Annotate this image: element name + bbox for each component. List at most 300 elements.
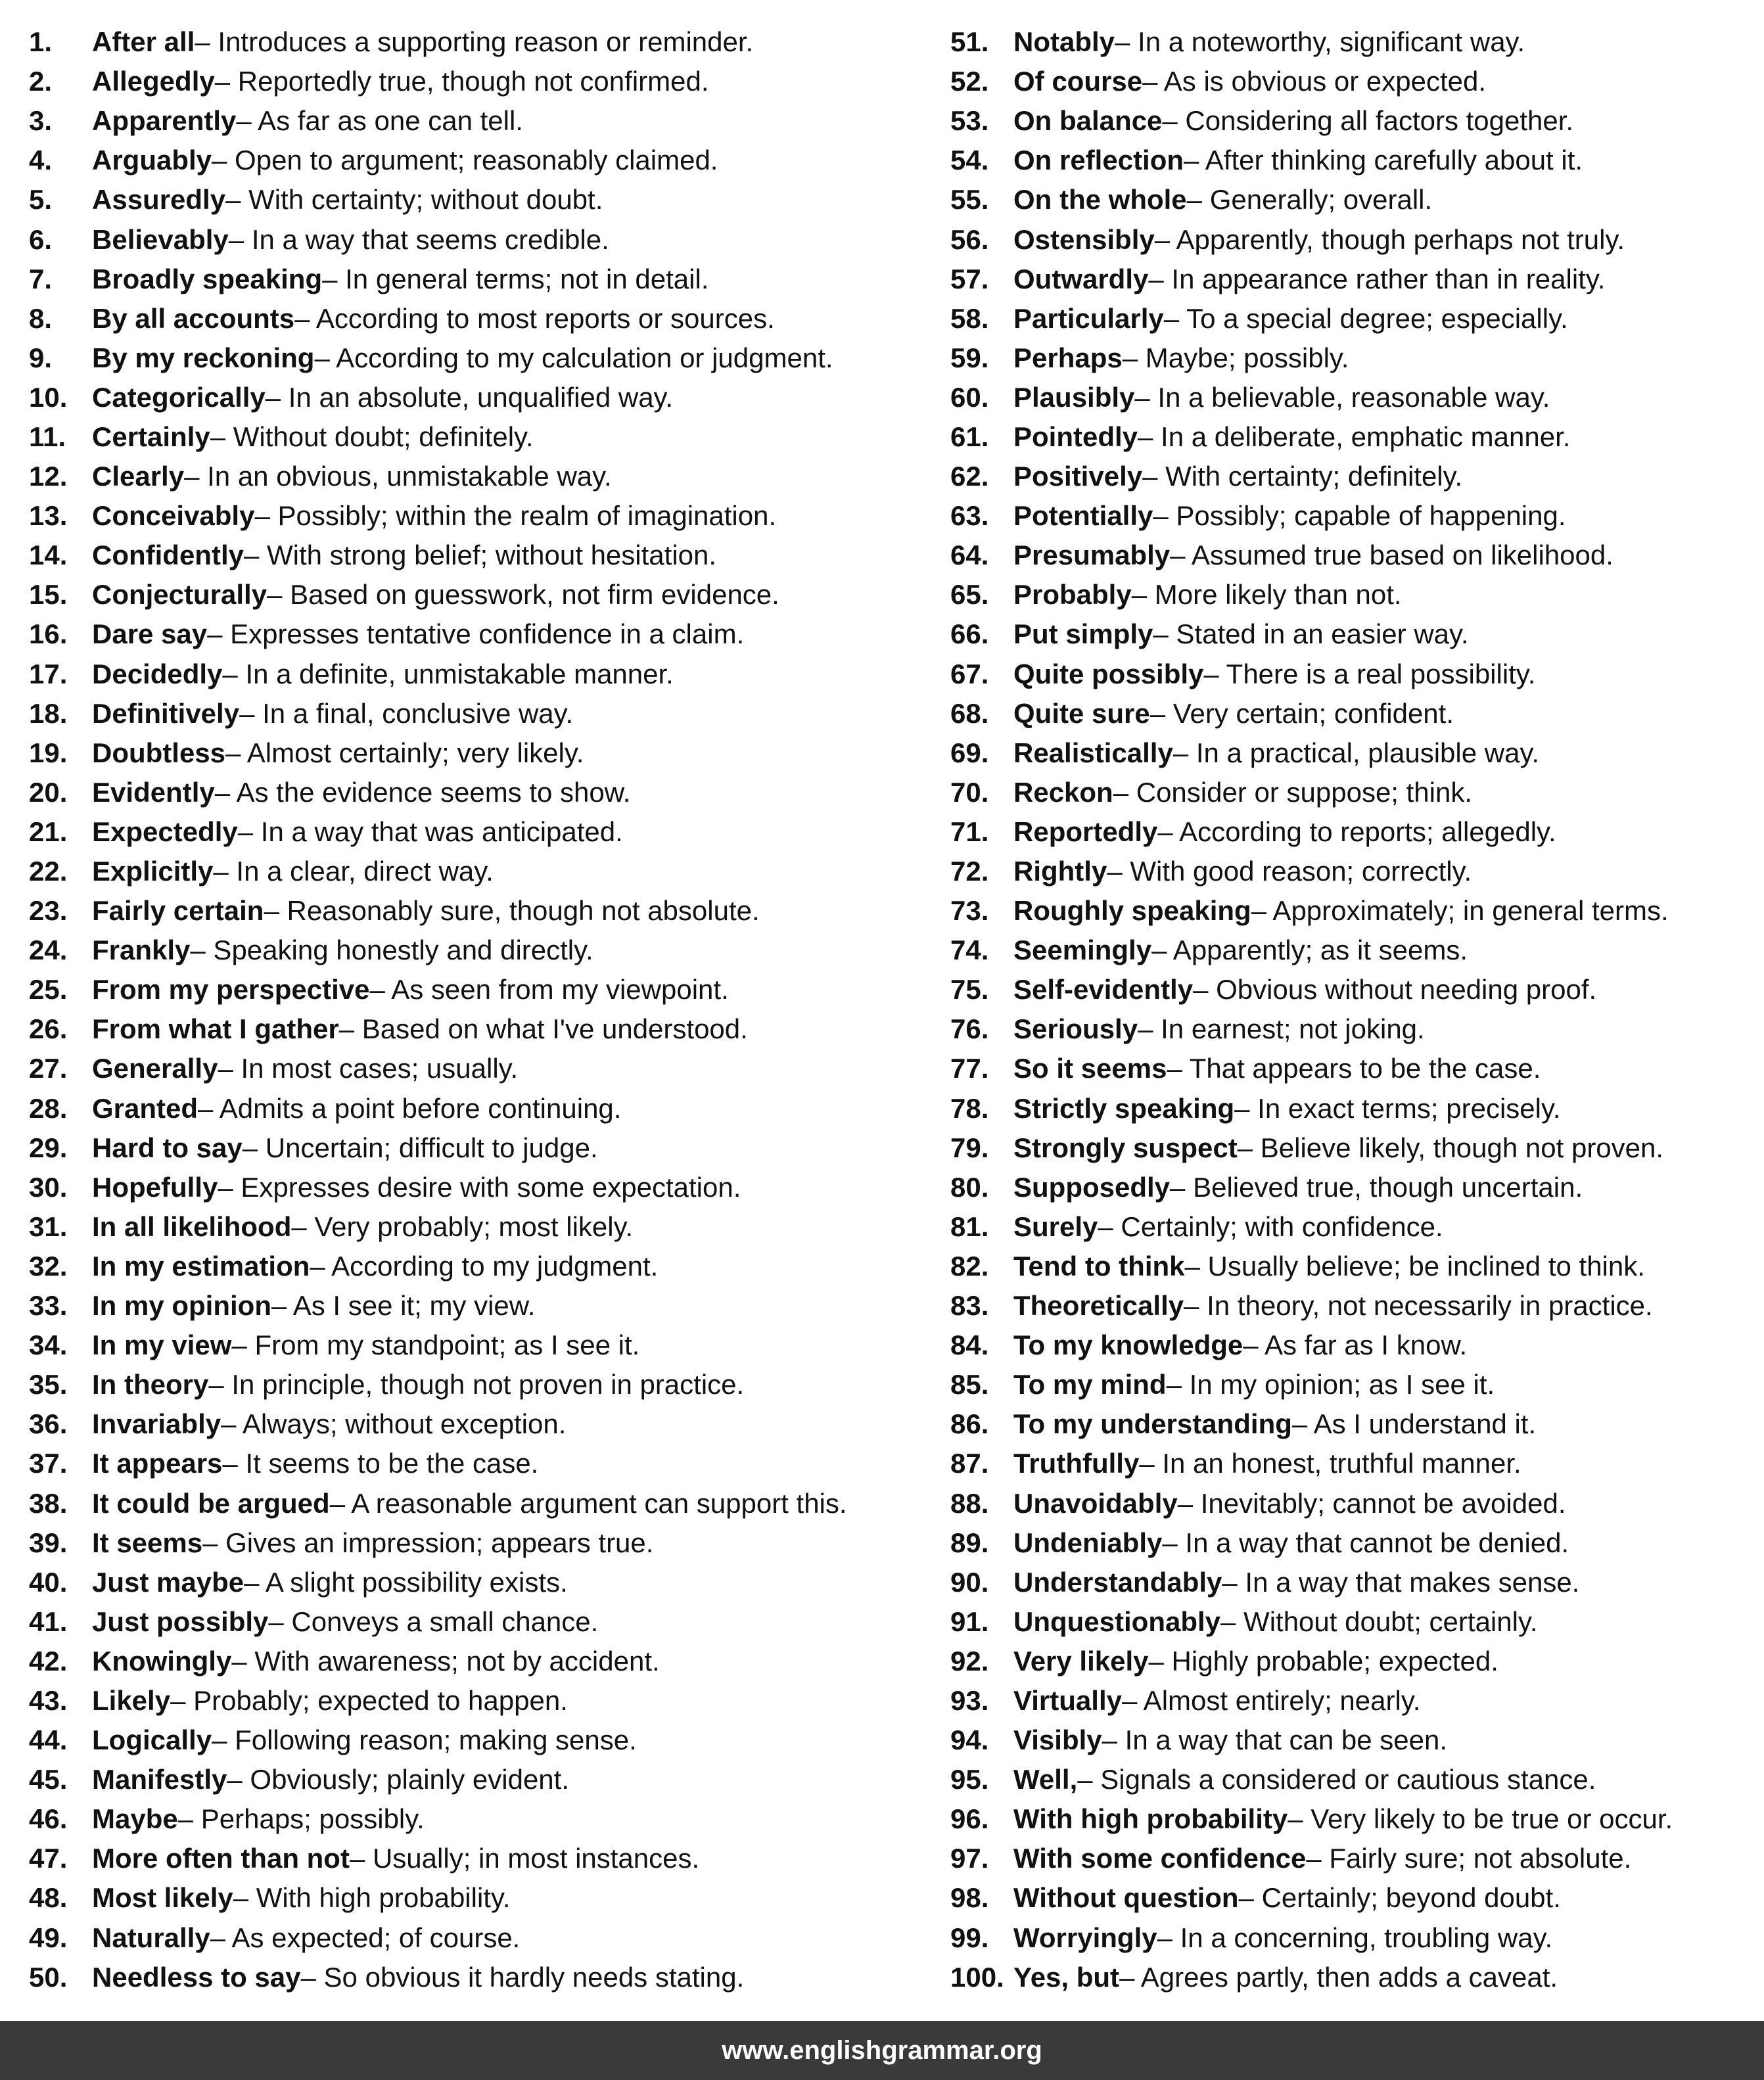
list-item [950, 1523, 1759, 1563]
item-number: 88. [950, 1487, 989, 1519]
item-definition: – Highly probable; expected. [1148, 1645, 1498, 1676]
item-number: 96. [950, 1803, 989, 1835]
item-term: Surely [1013, 1211, 1098, 1242]
item-term: Doubtless [92, 737, 226, 768]
item-definition: – A reasonable argument can support this. [329, 1487, 847, 1519]
list-item [950, 180, 1759, 220]
item-definition: – To a special degree; especially. [1163, 302, 1568, 334]
item-definition: – Usually; in most instances. [349, 1843, 700, 1874]
item-number: 16. [29, 618, 68, 650]
list-item [950, 773, 1759, 812]
item-definition: – Inevitably; cannot be avoided. [1177, 1487, 1566, 1519]
list-item [29, 1721, 936, 1760]
list-item [29, 655, 936, 694]
item-term: Self-evidently [1013, 974, 1194, 1005]
list-item [950, 891, 1759, 931]
item-term: Presumably [1013, 540, 1171, 571]
item-term: Knowingly [92, 1645, 232, 1676]
item-term: In my estimation [92, 1250, 310, 1282]
list-item [950, 101, 1759, 141]
list-item [950, 1483, 1759, 1523]
list-item [29, 931, 936, 970]
item-term: Understandably [1013, 1566, 1222, 1598]
list-item [29, 496, 936, 536]
list-item [29, 1404, 936, 1444]
item-number: 57. [950, 263, 989, 294]
item-term: Assuredly [92, 184, 226, 216]
list-item [29, 1483, 936, 1523]
item-term: Without question [1013, 1882, 1239, 1914]
item-term: Decidedly [92, 658, 223, 689]
item-definition: – In most cases; usually. [218, 1053, 519, 1084]
item-definition: – From my standpoint; as I see it. [231, 1329, 640, 1361]
item-number: 67. [950, 658, 989, 689]
list-item [950, 1049, 1759, 1088]
item-term: Quite sure [1013, 697, 1150, 729]
item-number: 30. [29, 1171, 68, 1203]
list-item [950, 1721, 1759, 1760]
list-item [950, 338, 1759, 378]
item-number: 18. [29, 697, 68, 729]
item-term: Reportedly [1013, 816, 1158, 847]
item-definition: – After thinking carefully about it. [1184, 145, 1583, 176]
item-term: After all [92, 26, 195, 58]
item-term: Conjecturally [92, 579, 267, 611]
item-definition: – In an obvious, unmistakable way. [184, 461, 612, 492]
item-definition: – More likely than not. [1131, 579, 1402, 611]
item-term: Strongly suspect [1013, 1132, 1238, 1163]
item-definition: – In a concerning, troubling way. [1157, 1922, 1553, 1953]
item-number: 34. [29, 1329, 68, 1361]
item-definition: – As seen from my viewpoint. [369, 974, 729, 1005]
item-definition: – In a clear, direct way. [213, 856, 494, 887]
item-number: 35. [29, 1369, 68, 1400]
list-item [29, 1602, 936, 1642]
item-definition: – In a way that makes sense. [1222, 1566, 1580, 1598]
item-number: 62. [950, 461, 989, 492]
item-number: 46. [29, 1803, 68, 1835]
item-term: To my understanding [1013, 1408, 1292, 1440]
item-number: 28. [29, 1092, 68, 1124]
item-number: 95. [950, 1764, 989, 1795]
item-term: Hard to say [92, 1132, 243, 1163]
item-number: 65. [950, 579, 989, 611]
item-definition: – There is a real possibility. [1203, 658, 1536, 689]
item-definition: – Maybe; possibly. [1122, 342, 1349, 373]
item-number: 50. [29, 1961, 68, 1993]
item-term: Potentially [1013, 500, 1153, 532]
item-definition: – Reasonably sure, though not absolute. [264, 895, 760, 927]
item-term: Categorically [92, 381, 266, 413]
item-definition: – Always; without exception. [221, 1408, 567, 1440]
item-number: 63. [950, 500, 989, 532]
list-item [29, 1009, 936, 1049]
list-item [950, 260, 1759, 299]
item-definition: – In a final, conclusive way. [239, 697, 574, 729]
list-item [29, 1207, 936, 1247]
item-number: 66. [950, 618, 989, 650]
item-number: 60. [950, 381, 989, 413]
item-term: Realistically [1013, 737, 1173, 768]
item-term: Unavoidably [1013, 1487, 1178, 1519]
item-definition: – Possibly; within the realm of imagination. [254, 500, 777, 532]
item-number: 93. [950, 1684, 989, 1716]
item-term: In my view [92, 1329, 232, 1361]
item-definition: – Certainly; beyond doubt. [1238, 1882, 1561, 1914]
item-number: 15. [29, 579, 68, 611]
item-term: Visibly [1013, 1724, 1102, 1756]
item-number: 56. [950, 223, 989, 255]
item-term: Hopefully [92, 1171, 218, 1203]
list-item [29, 1365, 936, 1404]
item-term: Allegedly [92, 66, 215, 97]
list-item [29, 180, 936, 220]
item-term: In theory [92, 1369, 209, 1400]
list-item [950, 1602, 1759, 1642]
list-item [29, 1918, 936, 1958]
item-definition: – Possibly; capable of happening. [1153, 500, 1566, 532]
list-item [29, 575, 936, 614]
item-term: Unquestionably [1013, 1606, 1221, 1637]
item-term: By my reckoning [92, 342, 315, 373]
list-item [950, 655, 1759, 694]
list-item [950, 22, 1759, 62]
item-term: Manifestly [92, 1764, 227, 1795]
list-item [950, 694, 1759, 733]
list-item [29, 1089, 936, 1128]
list-item [950, 62, 1759, 101]
item-term: Probably [1013, 579, 1132, 611]
item-term: Generally [92, 1053, 218, 1084]
item-definition: – In a believable, reasonable way. [1134, 381, 1550, 413]
list-item [950, 378, 1759, 417]
list-item [950, 1878, 1759, 1918]
item-term: Definitively [92, 697, 240, 729]
item-definition: – Expresses desire with some expectation. [218, 1171, 741, 1203]
list-item [950, 1326, 1759, 1365]
item-term: Arguably [92, 145, 212, 176]
item-definition: – As the evidence seems to show. [214, 776, 631, 808]
item-number: 25. [29, 974, 68, 1005]
item-definition: – In a way that cannot be denied. [1162, 1527, 1569, 1558]
item-definition: – Gives an impression; appears true. [202, 1527, 654, 1558]
item-number: 8. [29, 302, 53, 334]
item-term: Notably [1013, 26, 1115, 58]
item-definition: – In principle, though not proven in practice. [208, 1369, 745, 1400]
item-number: 2. [29, 66, 53, 97]
item-number: 48. [29, 1882, 68, 1914]
item-definition: – With strong belief; without hesitation. [243, 540, 717, 571]
list-item [29, 1049, 936, 1088]
item-term: Frankly [92, 935, 191, 966]
list-item [950, 1286, 1759, 1326]
list-item [29, 773, 936, 812]
list-item [950, 614, 1759, 654]
list-item [950, 1404, 1759, 1444]
item-number: 77. [950, 1053, 989, 1084]
item-definition: – That appears to be the case. [1167, 1053, 1541, 1084]
list-item [950, 1642, 1759, 1681]
item-term: Explicitly [92, 856, 214, 887]
item-definition: – Stated in an easier way. [1153, 618, 1469, 650]
item-number: 27. [29, 1053, 68, 1084]
list-item [950, 575, 1759, 614]
item-number: 79. [950, 1132, 989, 1163]
list-item [29, 614, 936, 654]
item-definition: – Generally; overall. [1186, 184, 1433, 216]
item-definition: – Speaking honestly and directly. [190, 935, 593, 966]
item-term: Fairly certain [92, 895, 264, 927]
item-definition: – Perhaps; possibly. [177, 1803, 425, 1835]
list-item [29, 299, 936, 338]
item-number: 45. [29, 1764, 68, 1795]
item-number: 1. [29, 26, 53, 58]
item-number: 51. [950, 26, 989, 58]
list-item [29, 733, 936, 773]
item-definition: – In an honest, truthful manner. [1139, 1448, 1521, 1479]
list-item [950, 1128, 1759, 1168]
item-definition: – In theory, not necessarily in practice. [1184, 1290, 1653, 1322]
list-item [950, 1247, 1759, 1286]
item-term: Theoretically [1013, 1290, 1184, 1322]
item-definition: – Obvious without needing proof. [1193, 974, 1597, 1005]
list-item [29, 812, 936, 852]
item-term: Likely [92, 1684, 171, 1716]
item-definition: – Open to argument; reasonably claimed. [212, 145, 718, 176]
item-number: 39. [29, 1527, 68, 1558]
item-term: It appears [92, 1448, 223, 1479]
item-definition: – In an absolute, unqualified way. [265, 381, 674, 413]
list-item [950, 1839, 1759, 1878]
item-term: So it seems [1013, 1053, 1167, 1084]
item-definition: – Usually believe; be inclined to think. [1184, 1250, 1645, 1282]
list-item [950, 1168, 1759, 1207]
item-number: 80. [950, 1171, 989, 1203]
item-term: Apparently [92, 105, 237, 137]
item-definition: – According to my judgment. [310, 1250, 659, 1282]
item-number: 54. [950, 145, 989, 176]
item-definition: – Obviously; plainly evident. [227, 1764, 570, 1795]
item-definition: – With high probability. [233, 1882, 511, 1914]
item-term: Dare say [92, 618, 208, 650]
item-number: 7. [29, 263, 53, 294]
list-item [29, 1958, 936, 1997]
item-definition: – As I understand it. [1291, 1408, 1537, 1440]
list-item [950, 457, 1759, 496]
footer-bar [0, 2021, 1764, 2080]
item-number: 22. [29, 856, 68, 887]
item-number: 31. [29, 1211, 68, 1242]
item-number: 26. [29, 1013, 68, 1045]
item-term: Pointedly [1013, 421, 1138, 452]
item-term: With some confidence [1013, 1843, 1307, 1874]
item-definition: – Believe likely, though not proven. [1237, 1132, 1664, 1163]
item-number: 90. [950, 1566, 989, 1598]
list-item [29, 536, 936, 575]
item-number: 68. [950, 697, 989, 729]
item-definition: – Conveys a small chance. [268, 1606, 599, 1637]
list-item [950, 1681, 1759, 1721]
item-number: 83. [950, 1290, 989, 1322]
item-term: Just maybe [92, 1566, 244, 1598]
list-item [29, 1128, 936, 1168]
list-item [29, 101, 936, 141]
item-term: Needless to say [92, 1961, 301, 1993]
item-number: 20. [29, 776, 68, 808]
item-number: 10. [29, 381, 68, 413]
item-definition: – As expected; of course. [210, 1922, 521, 1953]
item-term: Of course [1013, 66, 1143, 97]
item-term: Supposedly [1013, 1171, 1171, 1203]
list-item [950, 1563, 1759, 1602]
item-number: 55. [950, 184, 989, 216]
item-number: 81. [950, 1211, 989, 1242]
list-item [950, 496, 1759, 536]
list-item [950, 220, 1759, 259]
list-item [950, 931, 1759, 970]
item-number: 53. [950, 105, 989, 137]
item-definition: – Believed true, though uncertain. [1170, 1171, 1583, 1203]
item-term: Tend to think [1013, 1250, 1185, 1282]
item-term: Most likely [92, 1882, 233, 1914]
item-definition: – Without doubt; definitely. [210, 421, 534, 452]
item-definition: – Very likely to be true or occur. [1288, 1803, 1673, 1835]
item-number: 75. [950, 974, 989, 1005]
item-definition: – With certainty; without doubt. [225, 184, 603, 216]
item-definition: – In a practical, plausible way. [1172, 737, 1539, 768]
item-number: 43. [29, 1684, 68, 1716]
item-term: To my knowledge [1013, 1329, 1243, 1361]
list-item [950, 1799, 1759, 1839]
item-number: 52. [950, 66, 989, 97]
item-definition: – In a way that can be seen. [1102, 1724, 1447, 1756]
item-number: 32. [29, 1250, 68, 1282]
item-definition: – According to most reports or sources. [294, 302, 775, 334]
item-number: 86. [950, 1408, 989, 1440]
item-term: In my opinion [92, 1290, 271, 1322]
item-number: 85. [950, 1369, 989, 1400]
item-term: With high probability [1013, 1803, 1288, 1835]
item-term: Reckon [1013, 776, 1113, 808]
item-definition: – As is obvious or expected. [1142, 66, 1487, 97]
item-definition: – As far as one can tell. [236, 105, 523, 137]
list-item [950, 536, 1759, 575]
item-definition: – Based on what I've understood. [338, 1013, 748, 1045]
item-number: 94. [950, 1724, 989, 1756]
list-item [29, 1326, 936, 1365]
item-number: 19. [29, 737, 68, 768]
item-term: On the whole [1013, 184, 1187, 216]
item-number: 29. [29, 1132, 68, 1163]
item-number: 36. [29, 1408, 68, 1440]
item-term: Well, [1013, 1764, 1078, 1795]
list-item [29, 1839, 936, 1878]
list-item [29, 1760, 936, 1799]
item-term: Virtually [1013, 1684, 1122, 1716]
item-term: More often than not [92, 1843, 350, 1874]
item-number: 11. [29, 421, 66, 452]
list-item [950, 1365, 1759, 1404]
item-definition: – Almost certainly; very likely. [225, 737, 584, 768]
list-item [29, 22, 936, 62]
item-number: 33. [29, 1290, 68, 1322]
list-item [950, 1207, 1759, 1247]
item-term: Worryingly [1013, 1922, 1157, 1953]
list-item [950, 299, 1759, 338]
item-number: 38. [29, 1487, 68, 1519]
item-number: 12. [29, 461, 68, 492]
item-number: 40. [29, 1566, 68, 1598]
item-term: Clearly [92, 461, 185, 492]
item-term: Seriously [1013, 1013, 1138, 1045]
item-term: Put simply [1013, 618, 1153, 650]
item-number: 72. [950, 856, 989, 887]
item-number: 73. [950, 895, 989, 927]
item-term: Confidently [92, 540, 244, 571]
item-number: 41. [29, 1606, 68, 1637]
item-term: It could be argued [92, 1487, 330, 1519]
item-term: Particularly [1013, 302, 1164, 334]
item-term: Strictly speaking [1013, 1092, 1235, 1124]
item-number: 61. [950, 421, 989, 452]
item-number: 23. [29, 895, 68, 927]
item-number: 4. [29, 145, 53, 176]
item-number: 37. [29, 1448, 68, 1479]
item-definition: – Agrees partly, then adds a caveat. [1119, 1961, 1558, 1993]
item-term: It seems [92, 1527, 203, 1558]
item-number: 9. [29, 342, 53, 373]
list-item [29, 62, 936, 101]
item-term: To my mind [1013, 1369, 1167, 1400]
list-item [950, 1918, 1759, 1958]
item-number: 24. [29, 935, 68, 966]
list-item [950, 1760, 1759, 1799]
item-number: 92. [950, 1645, 989, 1676]
item-definition: – In a definite, unmistakable manner. [222, 658, 674, 689]
item-definition: – In a deliberate, emphatic manner. [1138, 421, 1571, 452]
item-number: 78. [950, 1092, 989, 1124]
item-number: 97. [950, 1843, 989, 1874]
item-definition: – Signals a considered or cautious stance. [1077, 1764, 1596, 1795]
item-number: 91. [950, 1606, 989, 1637]
item-number: 21. [29, 816, 68, 847]
item-term: Certainly [92, 421, 210, 452]
list-item [950, 417, 1759, 457]
item-definition: – Admits a point before continuing. [198, 1092, 622, 1124]
item-number: 99. [950, 1922, 989, 1953]
item-term: Evidently [92, 776, 215, 808]
item-definition: – Very certain; confident. [1149, 697, 1454, 729]
item-number: 71. [950, 816, 989, 847]
item-number: 100. [950, 1961, 1004, 1993]
list-item [29, 457, 936, 496]
list-item [950, 970, 1759, 1009]
item-definition: – In earnest; not joking. [1138, 1013, 1425, 1045]
list-item [29, 260, 936, 299]
item-term: Truthfully [1013, 1448, 1140, 1479]
list-item [29, 378, 936, 417]
item-definition: – Considering all factors together. [1162, 105, 1574, 137]
list-item [950, 1009, 1759, 1049]
item-term: Broadly speaking [92, 263, 323, 294]
item-definition: – Very probably; most likely. [291, 1211, 634, 1242]
footer-website: www.englishgrammar.org [722, 2035, 1042, 2065]
item-term: Roughly speaking [1013, 895, 1251, 927]
item-definition: – It seems to be the case. [222, 1448, 539, 1479]
list-item [29, 1247, 936, 1286]
item-number: 87. [950, 1448, 989, 1479]
item-number: 47. [29, 1843, 68, 1874]
